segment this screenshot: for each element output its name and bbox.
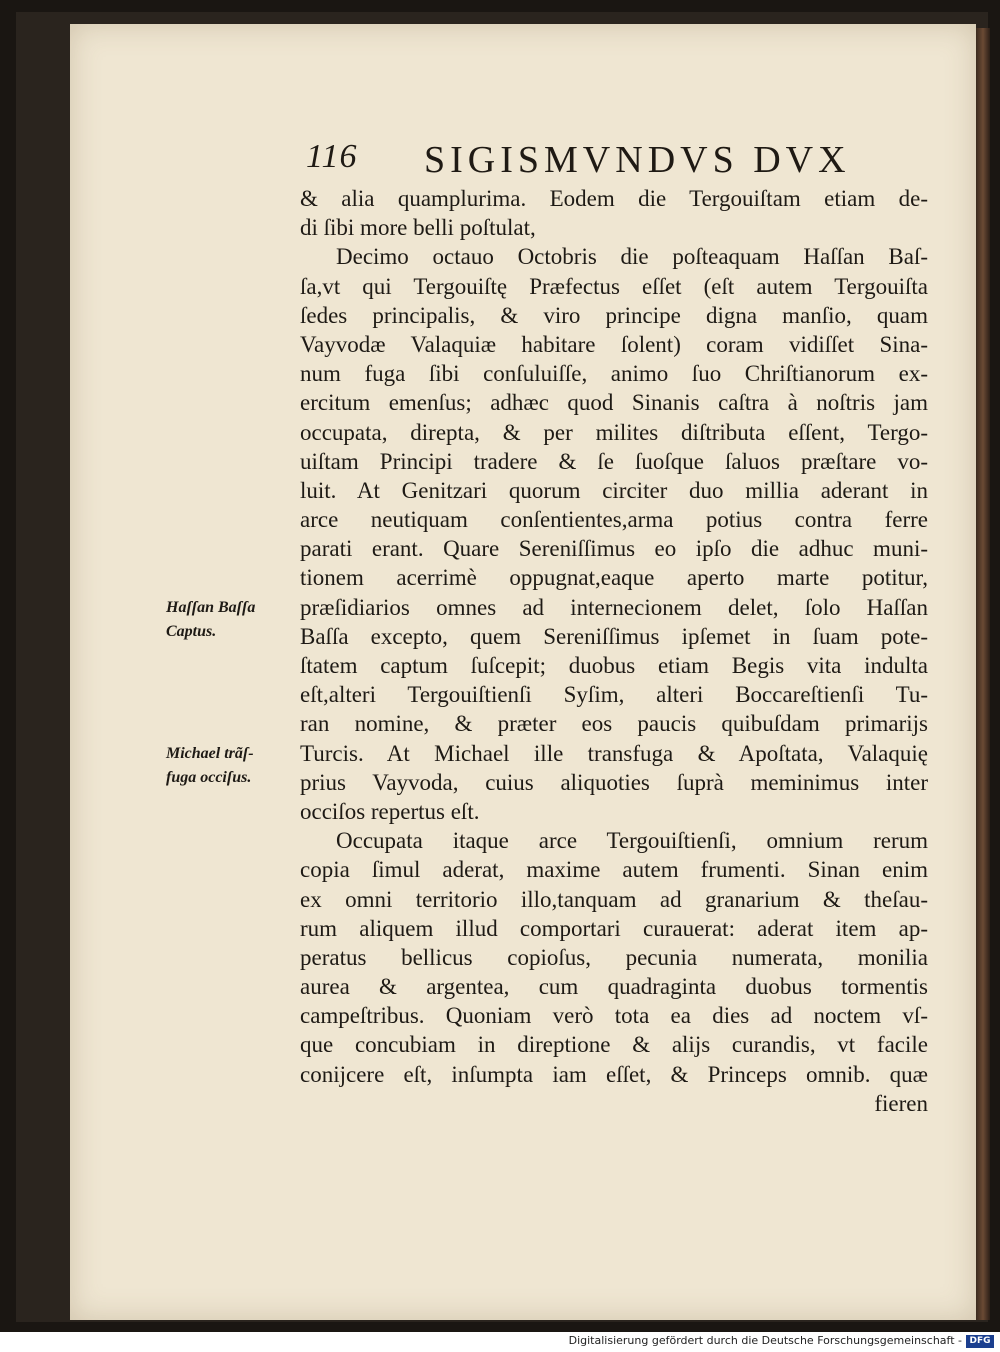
text-line: uiſtam Principi tradere & ſe ſuoſque ſaluos præſtare vo-	[300, 448, 928, 474]
text-line: ſa,vt qui Tergouiſtę Præfectus eſſet (eſt autem Tergouiſta	[300, 273, 928, 299]
margin-note-line: Michael trãſ-	[166, 745, 254, 762]
text-line: arce neutiquam conſentientes,arma potius contra ferre	[300, 507, 928, 533]
body-text	[300, 184, 928, 1118]
text-line: luit. At Genitzari quorum circiter duo millia aderant in	[300, 477, 928, 503]
text-line: num fuga ſibi conſuluiſſe, animo ſuo Chriſtianorum ex-	[300, 361, 928, 387]
text-line: occupata, direpta, & per milites diſtributa eſſent, Tergo-	[300, 419, 928, 445]
footer-bar	[0, 1332, 1000, 1352]
book-edge	[976, 28, 990, 1320]
text-line: ſedes principalis, & viro principe digna manſio, quam	[300, 302, 928, 328]
text-line: que concubiam in direptione & alijs curandis, vt facile	[300, 1032, 928, 1058]
margin-note-line: fuga occiſus.	[166, 769, 252, 786]
funding-credit: Digitalisierung gefördert durch die Deutsche Forschungsgemeinschaft -	[568, 1334, 962, 1347]
text-line: ran nomine, & præter eos paucis quibuſdam primarijs	[300, 711, 928, 737]
text-line: ercitum emenſus; adhæc quod Sinanis caſtra à noſtris jam	[300, 390, 928, 416]
text-line: eſt,alteri Tergouiſtienſi Syſim, alteri Boccareſtienſi Tu-	[300, 682, 928, 708]
text-line: Decimo octauo Octobris die poſteaquam Haſſan Baſ-	[336, 244, 928, 270]
margin-note-michael	[166, 742, 294, 790]
text-line: conijcere eſt, inſumpta iam eſſet, & Princeps omnib. quæ	[300, 1061, 928, 1087]
text-line: di ſibi more belli poſtulat,	[300, 215, 536, 241]
text-line: peratus bellicus copioſus, pecunia numerata, monilia	[300, 944, 928, 970]
text-line: prius Vayvoda, cuius aliquoties ſuprà meminimus inter	[300, 769, 928, 795]
text-line: copia ſimul aderat, maxime autem frumenti. Sinan enim	[300, 857, 928, 883]
text-line: ſtatem captum ſuſcepit; duobus etiam Begis vita indulta	[300, 653, 928, 678]
running-title: SIGISMVNDVS DVX	[424, 139, 851, 181]
text-line: Vayvodæ Valaquiæ habitare ſolent) coram vidiſſet Sina-	[300, 331, 928, 357]
text-line: præſidiarios omnes ad internecionem delet, ſolo Haſſan	[300, 594, 928, 620]
text-line: occiſos repertus eſt.	[300, 798, 480, 824]
text-line: Baſſa excepto, quem Sereniſſimus ipſemet in ſuam pote-	[300, 623, 928, 649]
dfg-logo-icon: DFG	[966, 1335, 994, 1348]
text-line: ex omni territorio illo,tanquam ad granarium & theſau-	[300, 886, 928, 912]
text-line: tionem acerrimè oppugnat,eaque aperto marte potitur,	[300, 565, 928, 591]
page-number: 116	[306, 138, 358, 175]
margin-note-line: Haſſan Baſſa	[166, 599, 256, 616]
text-line: Occupata itaque arce Tergouiſtienſi, omnium rerum	[336, 828, 928, 854]
text-line: & alia quamplurima. Eodem die Tergouiſtam etiam de-	[300, 186, 928, 211]
catchword: fieren	[874, 1090, 928, 1116]
margin-note-line: Captus.	[166, 623, 217, 640]
text-line: aurea & argentea, cum quadraginta duobus tormentis	[300, 974, 928, 1000]
margin-note-hassan	[166, 596, 294, 644]
text-line: rum aliquem illud comportari curauerat: aderat item ap-	[300, 915, 928, 941]
text-line: parati erant. Quare Sereniſſimus eo ipſo die adhuc muni-	[300, 536, 928, 562]
text-line: Turcis. At Michael ille transfuga & Apoſtata, Valaquię	[300, 740, 928, 766]
page-header	[306, 138, 866, 184]
text-line: campeſtribus. Quoniam verò tota ea dies ad noctem vſ-	[300, 1003, 928, 1029]
